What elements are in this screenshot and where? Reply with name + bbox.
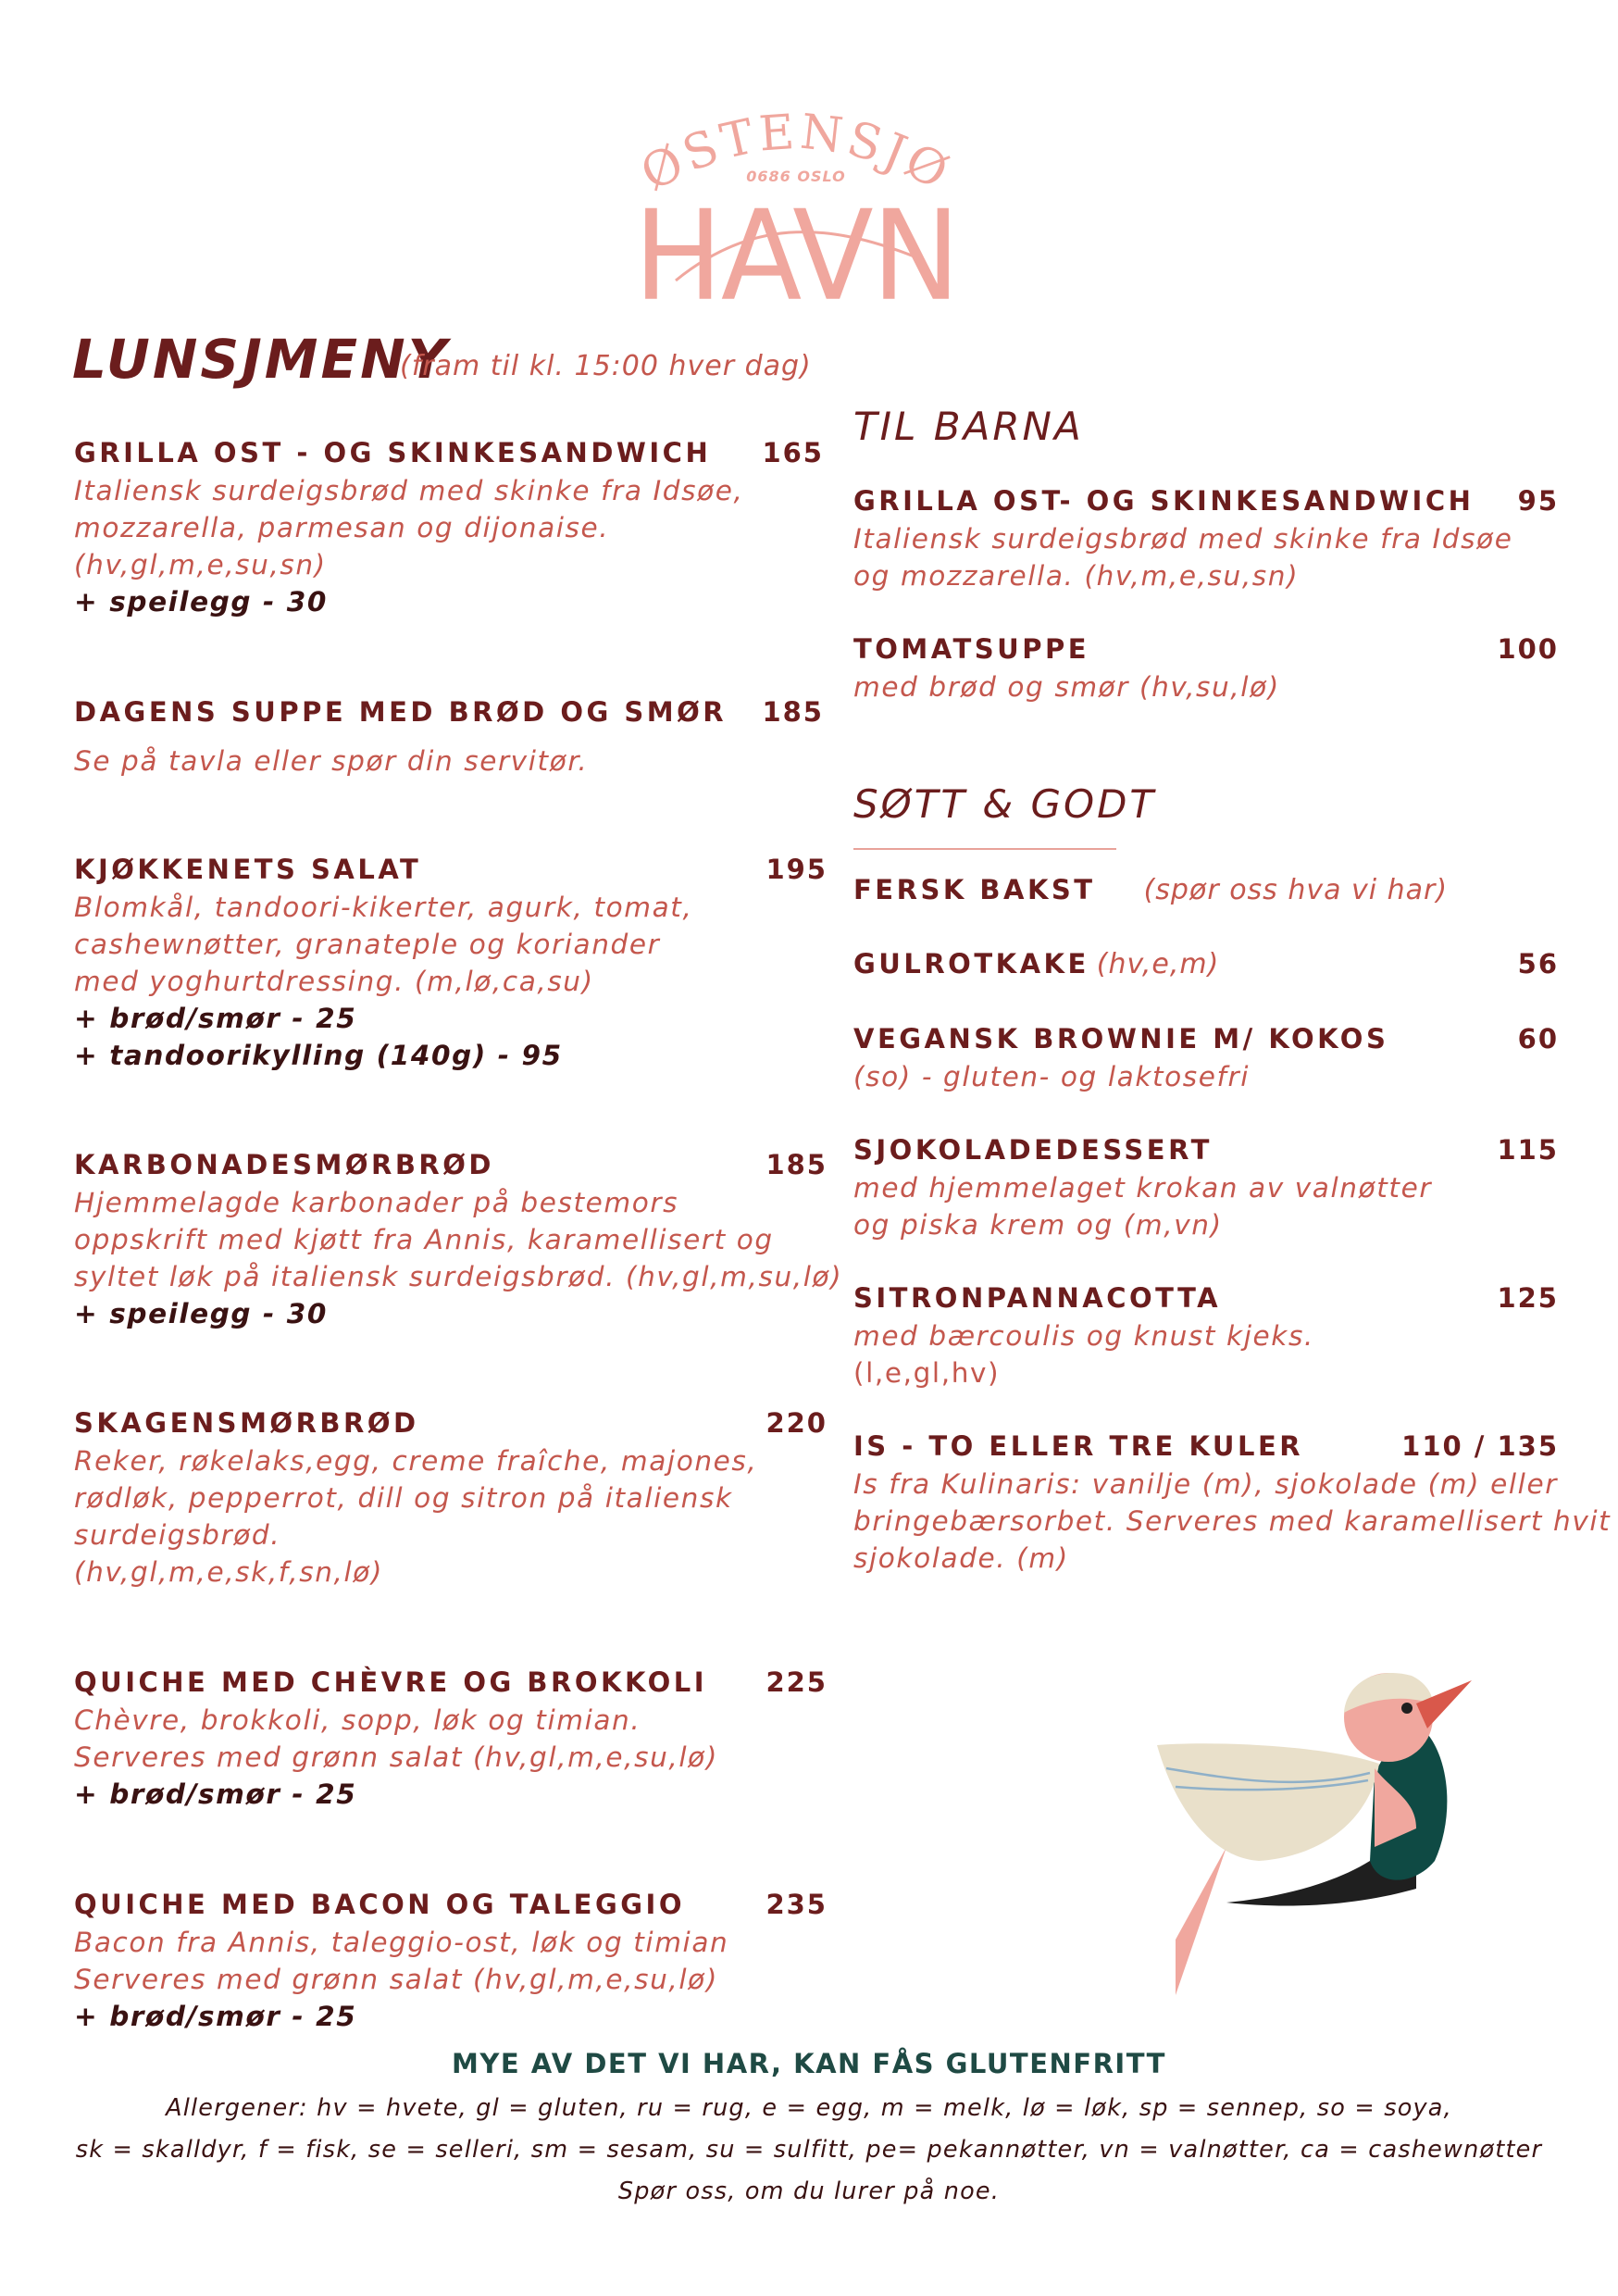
item-description: Serveres med grønn salat (hv,gl,m,e,su,lø)	[74, 1741, 718, 1773]
item-name: TOMATSUPPE	[853, 633, 1090, 665]
item-name: SJOKOLADEDESSERT	[853, 1134, 1213, 1166]
item-name: GULROTKAKE	[853, 948, 1089, 980]
item-name: DAGENS SUPPE MED BRØD OG SMØR	[74, 696, 728, 728]
item-description: og piska krem og (m,vn)	[853, 1209, 1223, 1241]
allergen-legend-line: Allergener: hv = hvete, gl = gluten, ru = rug, e = egg, m = melk, lø = løk, sp = sennep, so = soya,	[166, 2094, 1452, 2122]
logo-top-text: ØSTENSJØ	[631, 104, 961, 203]
item-description: Serveres med grønn salat (hv,gl,m,e,su,lø)	[74, 1964, 718, 1995]
item-price: 195	[765, 854, 828, 885]
section-divider	[853, 848, 1116, 850]
item-name: SITRONPANNACOTTA	[853, 1282, 1222, 1314]
item-description: Reker, røkelaks,egg, creme fraîche, majones,	[74, 1445, 758, 1477]
menu-item	[74, 1149, 843, 1332]
item-price: 115	[1497, 1134, 1559, 1166]
menu-item	[853, 1134, 1559, 1243]
kids-section-title: TIL BARNA	[853, 404, 1084, 449]
ask-us-note: Spør oss, om du lurer på noe.	[617, 2177, 1001, 2205]
item-description: cashewnøtter, granateple og koriander	[74, 929, 661, 960]
item-description: syltet løk på italiensk surdeigsbrød. (hv,gl,m,su,lø)	[74, 1261, 843, 1292]
menu-item	[853, 874, 1559, 909]
item-description: med brød og smør (hv,su,lø)	[853, 671, 1280, 703]
item-name: VEGANSK BROWNIE M/ KOKOS	[853, 1023, 1389, 1054]
menu-item	[74, 696, 824, 780]
logo-postcode: 0686 OSLO	[746, 168, 846, 185]
item-description: sjokolade. (m)	[853, 1542, 1069, 1574]
item-addon: + speilegg - 30	[74, 586, 328, 618]
item-description: Italiensk surdeigsbrød med skinke fra Idsøe	[853, 523, 1513, 555]
menu-item	[853, 1430, 1612, 1577]
item-allergens: (hv,gl,m,e,sk,f,sn,lø)	[74, 1556, 384, 1588]
menu-item	[74, 437, 824, 620]
menu-title: LUNSJMENY	[72, 328, 450, 391]
item-description: med bærcoulis og knust kjeks.	[853, 1320, 1314, 1352]
item-description: Chèvre, brokkoli, sopp, løk og timian.	[74, 1704, 641, 1736]
item-description: mozzarella, parmesan og dijonaise.	[74, 512, 610, 543]
menu-item	[853, 485, 1559, 594]
item-addon: + speilegg - 30	[74, 1298, 328, 1329]
item-price: 220	[765, 1407, 828, 1439]
item-addon: + tandoorikylling (140g) - 95	[74, 1040, 563, 1071]
item-description: med yoghurtdressing. (m,lø,ca,su)	[74, 966, 594, 997]
item-description: Bacon fra Annis, taleggio-ost, løk og timian	[74, 1927, 729, 1958]
menu-item	[853, 633, 1559, 705]
item-name: FERSK BAKST	[853, 874, 1096, 905]
item-description: og mozzarella. (hv,m,e,su,sn)	[853, 560, 1300, 592]
item-addon: + brød/smør - 25	[74, 1778, 357, 1810]
item-description: Blomkål, tandoori-kikerter, agurk, tomat,	[74, 892, 693, 923]
menu-item	[853, 948, 1559, 983]
item-price: 165	[762, 437, 824, 468]
item-description: Hjemmelagde karbonader på bestemors	[74, 1187, 679, 1218]
item-allergens: (l,e,gl,hv)	[853, 1357, 1001, 1389]
item-description: Se på tavla eller spør din servitør.	[74, 745, 589, 777]
item-price: 125	[1497, 1282, 1559, 1314]
item-addon: + brød/smør - 25	[74, 1003, 357, 1034]
item-price: 56	[1517, 948, 1559, 980]
item-name: IS - TO ELLER TRE KULER	[853, 1430, 1304, 1462]
item-name: KJØKKENETS SALAT	[74, 854, 422, 885]
item-allergens: (hv,gl,m,e,su,sn)	[74, 549, 327, 580]
logo-main-text: HAVN	[633, 182, 959, 329]
item-price: 95	[1517, 485, 1559, 517]
item-price: 235	[765, 1889, 828, 1920]
item-description: med hjemmelaget krokan av valnøtter	[853, 1172, 1433, 1204]
menu-item	[74, 1666, 828, 1813]
menu-item	[74, 854, 828, 1074]
item-description: surdeigsbrød.	[74, 1519, 281, 1551]
bird-illustration	[1139, 1662, 1472, 1995]
restaurant-logo	[631, 104, 961, 329]
gluten-free-note: MYE AV DET VI HAR, KAN FÅS GLUTENFRITT	[452, 2048, 1166, 2079]
allergen-legend-line: sk = skalldyr, f = fisk, se = selleri, sm = sesam, su = sulfitt, pe= pekannøtter, vn = valnøtter, ca = cashewnøtter	[75, 2136, 1543, 2164]
item-price: 60	[1517, 1023, 1559, 1054]
item-name: QUICHE MED CHÈVRE OG BROKKOLI	[74, 1666, 708, 1698]
item-price: 110 / 135	[1401, 1430, 1559, 1462]
menu-item	[74, 1889, 828, 2035]
item-description: Italiensk surdeigsbrød med skinke fra Idsøe,	[74, 475, 744, 506]
item-note: (hv,e,m)	[1096, 948, 1220, 980]
menu-item	[853, 1282, 1559, 1391]
menu-item	[74, 1407, 828, 1591]
item-description: rødløk, pepperrot, dill og sitron på italiensk	[74, 1482, 733, 1514]
item-price: 185	[762, 696, 824, 728]
menu-hours: (fram til kl. 15:00 hver dag)	[400, 350, 812, 382]
item-description: Is fra Kulinaris: vanilje (m), sjokolade (m) eller	[853, 1468, 1558, 1500]
item-description: oppskrift med kjøtt fra Annis, karamellisert og	[74, 1224, 774, 1255]
item-price: 185	[765, 1149, 828, 1180]
item-addon: + brød/smør - 25	[74, 2001, 357, 2032]
item-name: GRILLA OST- OG SKINKESANDWICH	[853, 485, 1475, 517]
item-price: 225	[765, 1666, 828, 1698]
item-name: QUICHE MED BACON OG TALEGGIO	[74, 1889, 686, 1920]
item-price: 100	[1497, 633, 1559, 665]
item-name: GRILLA OST - OG SKINKESANDWICH	[74, 437, 712, 468]
menu-item	[853, 1023, 1559, 1095]
item-note: (spør oss hva vi har)	[1143, 874, 1449, 906]
sweets-section-title: SØTT & GODT	[853, 781, 1157, 827]
item-name: KARBONADESMØRBRØD	[74, 1149, 494, 1180]
item-name: SKAGENSMØRBRØD	[74, 1407, 419, 1439]
item-description: (so) - gluten- og laktosefri	[853, 1061, 1251, 1092]
item-description: bringebærsorbet. Serveres med karamellisert hvit	[853, 1505, 1612, 1537]
